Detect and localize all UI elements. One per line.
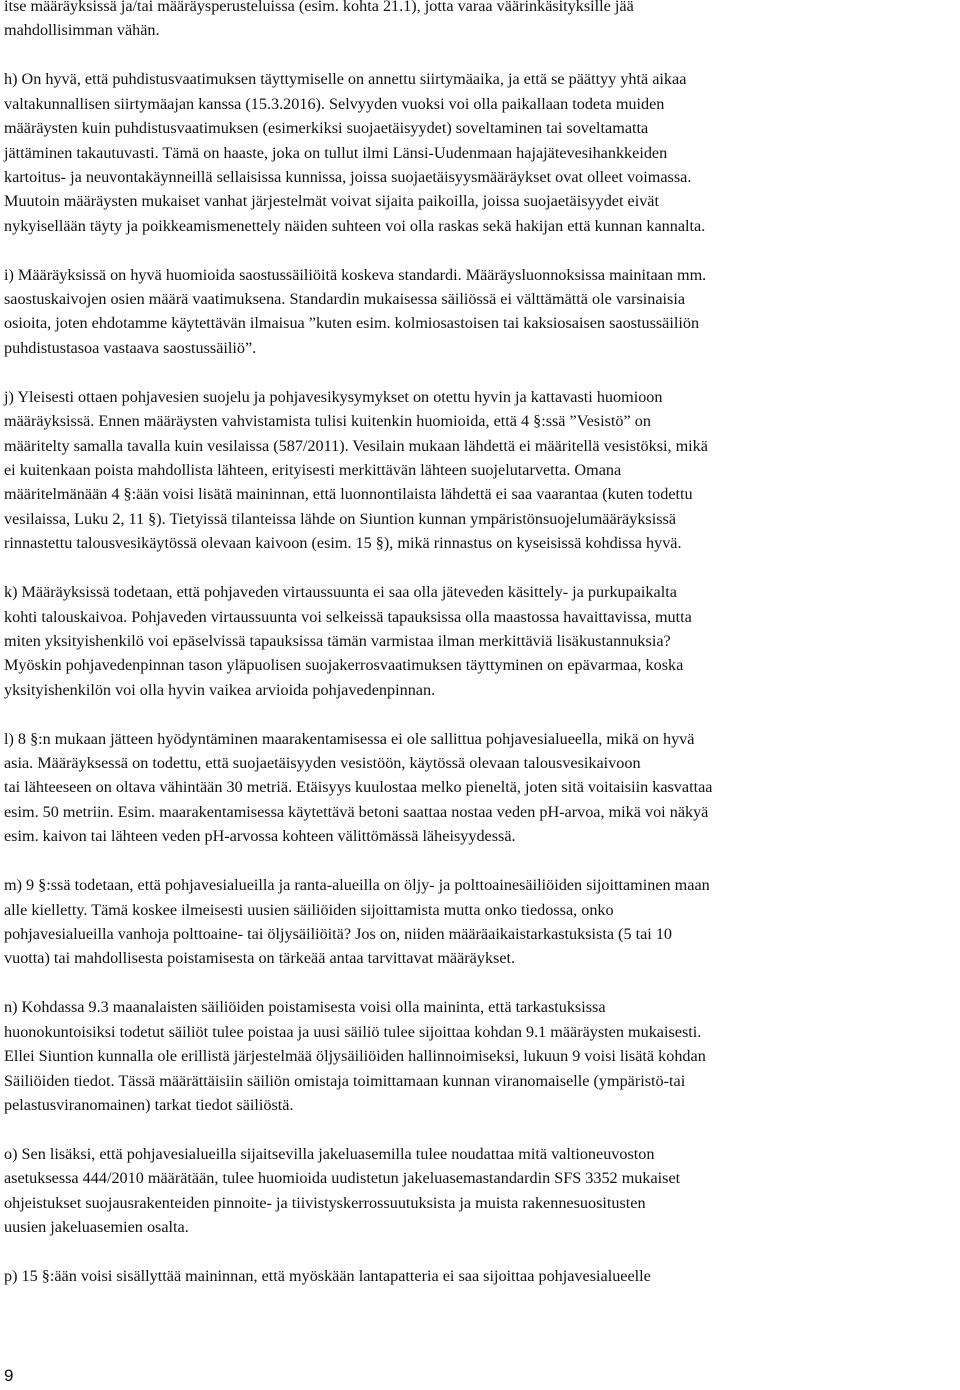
text-line: miten yksityishenkilö voi epäselvissä tapauksissa tämän varmistaa ilman merkittäviä lisäkustannuksia? bbox=[4, 631, 671, 650]
paragraph bbox=[4, 1264, 956, 1288]
paragraph bbox=[4, 385, 956, 556]
text-line: määritelmänään 4 §:ään voisi lisätä maininnan, että luonnontilaista lähdettä ei saa vaarantaa (kuten todettu bbox=[4, 485, 693, 504]
text-line: h) On hyvä, että puhdistusvaatimuksen täyttymiselle on annettu siirtymäaika, ja että se päättyy yhtä aikaa bbox=[4, 70, 687, 89]
text-line: huonokuntoisiksi todetut säiliöt tulee poistaa ja uusi säiliö tulee sijoittaa kohdan 9.1 määräysten mukaisesti. bbox=[4, 1022, 702, 1041]
text-line: tai lähteeseen on oltava vähintään 30 metriä. Etäisyys kuulostaa melko pieneltä, joten sitä voitaisiin kasvattaa bbox=[4, 778, 713, 797]
text-line: yksityishenkilön voi olla hyvin vaikea arvioida pohjavedenpinnan. bbox=[4, 680, 436, 699]
text-line: asetuksessa 444/2010 määrätään, tulee huomioida uudistetun jakeluasemastandardin SFS 3352 mukaiset bbox=[4, 1169, 681, 1188]
text-line: määritelty samalla tavalla kuin vesilaissa (587/2011). Vesilain mukaan lähdettä ei määritellä vesistöksi, mikä bbox=[4, 436, 708, 455]
text-line: alle kielletty. Tämä koskee ilmeisesti uusien säiliöiden sijoittamista mutta onko tiedossa, onko bbox=[4, 900, 614, 919]
text-line: p) 15 §:ään voisi sisällyttää maininnan, että myöskään lantapatteria ei saa sijoittaa pohjavesialueelle bbox=[4, 1266, 651, 1285]
text-line: asia. Määräyksessä on todettu, että suojaetäisyyden vesistöön, käytössä olevaan talousvesikaivoon bbox=[4, 754, 641, 773]
text-line: nykyisellään täyty ja poikkeamismenettely näiden suhteen voi olla raskas sekä hakijan että kunnan kannalta. bbox=[4, 216, 706, 235]
text-line: Myöskin pohjavedenpinnan tason yläpuolisen suojakerrosvaatimuksen täyttyminen on epävarmaa, koska bbox=[4, 656, 684, 675]
text-line: pelastusviranomainen) tarkat tiedot säiliöstä. bbox=[4, 1095, 294, 1114]
paragraph bbox=[4, 580, 956, 702]
paragraph bbox=[4, 995, 956, 1117]
text-line: määräyksissä. Ennen määräysten vahvistamista tulisi kuitenkin huomioida, että 4 §:ssä ”Vesistö” on bbox=[4, 412, 651, 431]
document-body bbox=[4, 0, 956, 1313]
text-line: kohti talouskaivoa. Pohjaveden virtaussuunta voi selkeissä tapauksissa olla maastossa havaittavissa, mutta bbox=[4, 607, 692, 626]
text-line: ohjeistukset suojausrakenteiden pinnoite- ja tiivistyskerrossuutuksista ja muista rakennesuositusten bbox=[4, 1193, 646, 1212]
text-line: i) Määräyksissä on hyvä huomioida saostussäiliöitä koskeva standardi. Määräysluonnoksissa mainitaan mm. bbox=[4, 265, 707, 284]
text-line: kartoitus- ja neuvontakäynneillä sellaisissa kunnissa, joissa suojaetäisyysmääräykset ovat olleet voimassa. bbox=[4, 167, 692, 186]
paragraph bbox=[4, 873, 956, 971]
text-line: rinnastettu talousvesikäytössä olevaan kaivoon (esim. 15 §), mikä rinnastus on kyseisissä kohdissa hyvä. bbox=[4, 534, 682, 553]
text-line: Muutoin määräysten mukaiset vanhat järjestelmät voivat sijaita paikoilla, joissa suojaetäisyydet eivät bbox=[4, 192, 659, 211]
text-line: Säiliöiden tiedot. Tässä määrättäisiin säiliön omistaja toimittamaan kunnan viranomaiselle (ympäristö-tai bbox=[4, 1071, 686, 1090]
text-line: uusien jakeluasemien osalta. bbox=[4, 1218, 189, 1237]
text-line: valtakunnallisen siirtymäajan kanssa (15.3.2016). Selvyyden vuoksi voi olla paikallaan todeta muiden bbox=[4, 94, 665, 113]
text-line: m) 9 §:ssä todetaan, että pohjavesialueilla ja ranta-alueilla on öljy- ja polttoainesäiliöiden sijoittaminen maan bbox=[4, 876, 710, 895]
paragraph bbox=[4, 263, 956, 361]
text-line: osioita, joten ehdotamme käytettävän ilmaisua ”kuten esim. kolmiosastoisen tai kaksiosaisen saostussäiliön bbox=[4, 314, 700, 333]
text-line: jättäminen takautuvasti. Tämä on haaste, joka on tullut ilmi Länsi-Uudenmaan hajajätevesihankkeiden bbox=[4, 143, 668, 162]
text-line: määräysten kuin puhdistusvaatimuksen (esimerkiksi suojaetäisyydet) soveltaminen tai soveltamatta bbox=[4, 119, 649, 138]
text-line: j) Yleisesti ottaen pohjavesien suojelu ja pohjavesikysymykset on otettu hyvin ja kattavasti huomioon bbox=[4, 387, 663, 406]
text-line: n) Kohdassa 9.3 maanalaisten säiliöiden poistamisesta voisi olla maininta, että tarkastuksissa bbox=[4, 998, 606, 1017]
paragraph bbox=[4, 727, 956, 849]
text-line: esim. 50 metriin. Esim. maarakentamisessa käytettävä betoni saattaa nostaa veden pH-arvoa, mikä voi näkyä bbox=[4, 802, 709, 821]
paragraph bbox=[4, 0, 956, 43]
text-line: mahdollisimman vähän. bbox=[4, 21, 160, 40]
paragraph bbox=[4, 1142, 956, 1240]
text-line: Ellei Siuntion kunnalla ole erillistä järjestelmää öljysäiliöiden hallinnoimiseksi, lukuun 9 voisi lisätä kohdan bbox=[4, 1047, 706, 1066]
text-line: itse määräyksissä ja/tai määräysperusteluissa (esim. kohta 21.1), jotta varaa väärinkäsityksille jää bbox=[4, 0, 634, 15]
page-number: 9 bbox=[4, 1366, 14, 1385]
text-line: k) Määräyksissä todetaan, että pohjaveden virtaussuunta ei saa olla jäteveden käsittely- ja purkupaikalta bbox=[4, 583, 677, 602]
text-line: ei kuitenkaan poista mahdollista lähteen, erityisesti merkittävän lähteen suojelutarvetta. Omana bbox=[4, 461, 622, 479]
text-line: puhdistustasoa vastaava saostussäiliö”. bbox=[4, 338, 257, 357]
paragraph bbox=[4, 67, 956, 238]
text-line: pohjavesialueilla vanhoja polttoaine- tai öljysäiliöitä? Jos on, niiden määräaikaistarkastuksista (5 tai 10 bbox=[4, 925, 673, 943]
text-line: l) 8 §:n mukaan jätteen hyödyntäminen maarakentamisessa ei ole sallittua pohjavesialueella, mikä on hyvä bbox=[4, 729, 695, 748]
text-line: saostuskaivojen osien määrä vaatimuksena. Standardin mukaisessa säiliössä ei välttämättä ole varsinaisia bbox=[4, 290, 686, 309]
text-line: vesilaissa, Luku 2, 11 §). Tietyissä tilanteissa lähde on Siuntion kunnan ympäristönsuojelumääräyksissä bbox=[4, 509, 677, 528]
text-line: vuotta) tai mahdollisesta poistamisesta on tärkeää antaa tarvittavat määräykset. bbox=[4, 949, 516, 968]
text-line: esim. kaivon tai lähteen veden pH-arvossa kohteen välittömässä läheisyydessä. bbox=[4, 827, 516, 846]
text-line: o) Sen lisäksi, että pohjavesialueilla sijaitsevilla jakeluasemilla tulee noudattaa mitä valtioneuvoston bbox=[4, 1144, 655, 1163]
